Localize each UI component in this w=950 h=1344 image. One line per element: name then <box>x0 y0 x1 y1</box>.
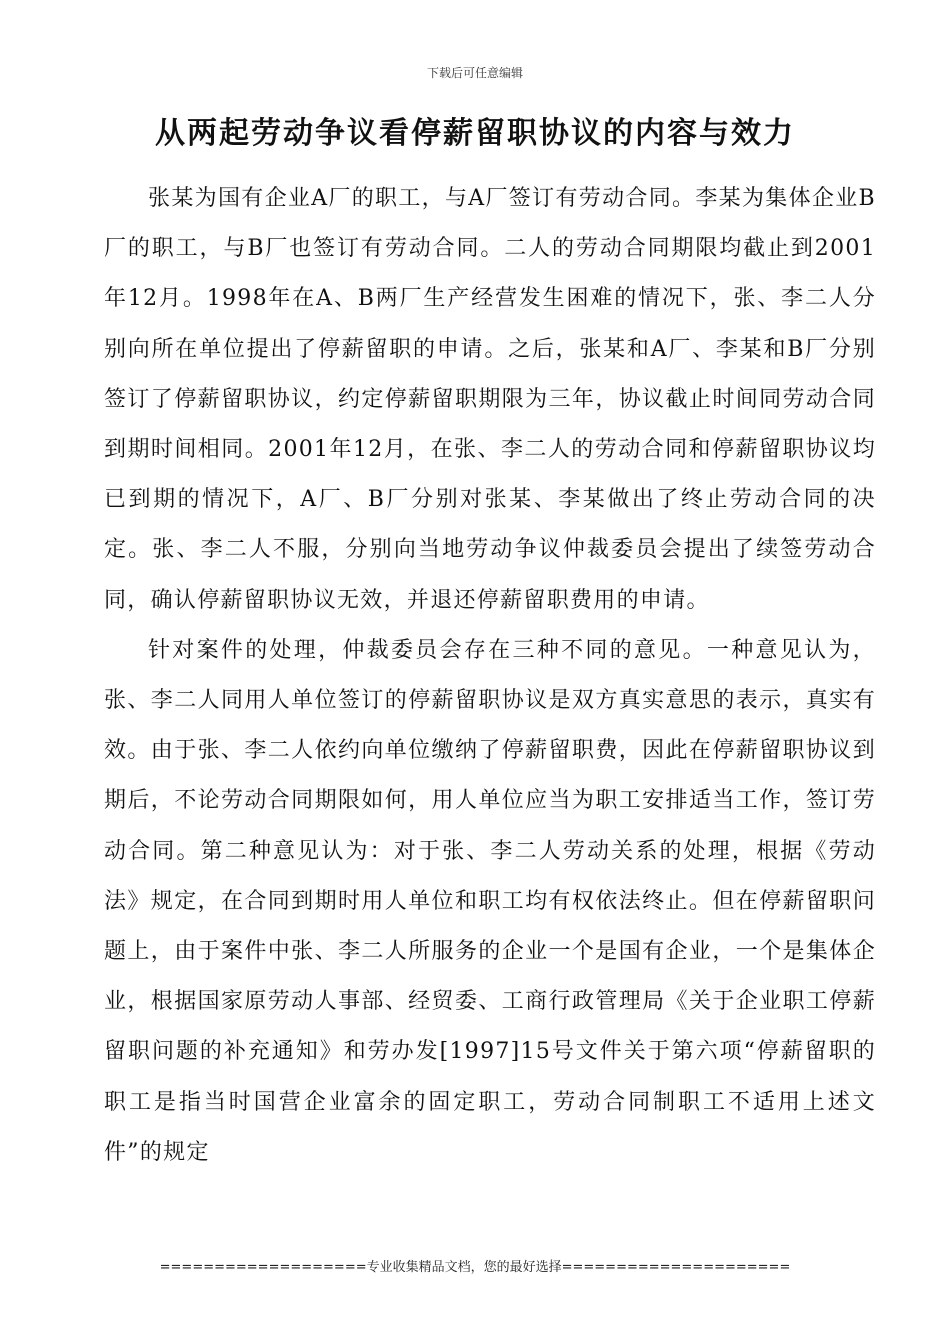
paragraph-1: 张某为国有企业A厂的职工，与A厂签订有劳动合同。李某为集体企业B厂的职工，与B厂也签订有劳动合同。二人的劳动合同期限均截止到2001年12月。1998年在A、B两厂生产经营发生困难的情况下，张、李二人分别向所在单位提出了停薪留职的申请。之后，张某和A厂、李某和B厂分别签订了停薪留职协议，约定停薪留职期限为三年，协议截止时间同劳动合同到期时间相同。2001年12月，在张、李二人的劳动合同和停薪留职协议均已到期的情况下，A厂、B厂分别对张某、李某做出了终止劳动合同的决定。张、李二人不服，分别向当地劳动争议仲裁委员会提出了续签劳动合同，确认停薪留职协议无效，并退还停薪留职费用的申请。 <box>104 186 876 613</box>
header-note: 下载后可任意编辑 <box>426 66 523 80</box>
paragraph-2: 针对案件的处理，仲裁委员会存在三种不同的意见。一种意见认为，张、李二人同用人单位签订的停薪留职协议是双方真实意思的表示，真实有效。由于张、李二人依约向单位缴纳了停薪留职费，因此在停薪留职协议到期后，不论劳动合同期限如何，用人单位应当为职工安排适当工作，签订劳动合同。第二种意见认为：对于张、李二人劳动关系的处理，根据《劳动法》规定，在合同到期时用人单位和职工均有权依法终止。但在停薪留职问题上，由于案件中张、李二人所服务的企业一个是国有企业，一个是集体企业，根据国家原劳动人事部、经贸委、工商行政管理局《关于企业职工停薪留职问题的补充通知》和劳办发[1997]15号文件关于第六项“停薪留职的职工是指当时国营企业富余的固定职工，劳动合同制职工不适用上述文件”的规定 <box>104 637 876 1165</box>
document-title: 从两起劳动争议看停薪留职协议的内容与效力 <box>155 116 795 151</box>
footer-note: ===================专业收集精品文档，您的最好选择===================== <box>159 1260 791 1275</box>
document-body <box>104 174 876 1178</box>
